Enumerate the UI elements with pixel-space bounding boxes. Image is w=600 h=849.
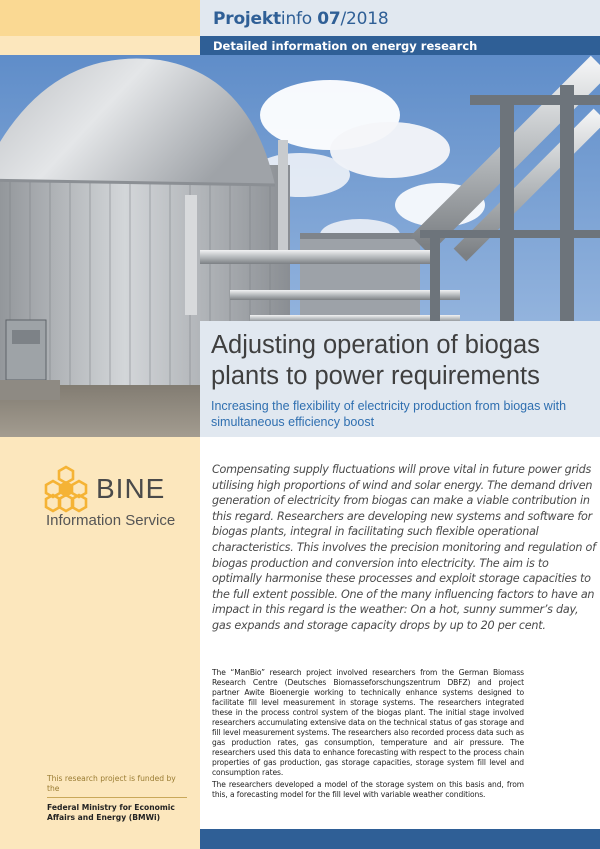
page-subtitle: Increasing the flexibility of electricity production from biogas with simultaneous efficiency boost (211, 399, 567, 429)
subheading-text: Detailed information on energy research (213, 39, 478, 53)
bine-honeycomb-logo-icon (40, 464, 92, 514)
brand-tagline: Information Service (46, 512, 176, 529)
footer-bar (200, 829, 600, 849)
funding-ministry: Federal Ministry for Economic Affairs and Energy (BMWi) (47, 803, 175, 822)
left-header-swatch (0, 0, 200, 36)
series-name-rest: info (280, 9, 318, 29)
funding-divider (47, 797, 187, 798)
body-paragraph-1: The “ManBio” research project involved researchers from the German Biomass Research Centre (Deutsches Biomasseforschungszentrum DBFZ) and project partner Awite Bioenergie working to technically enhance systems designed to facilitate fill level measurement in storage systems. The researchers integrated these in the process control system of the biogas plant. The initial stage involved researchers accumulating extensive data on the technical status of gas storage and fill level measurement systems. The researchers also recorded process data such as gas production rates, gas consumption, temperature and air pressure. The researchers used this data to enhance forecasting with respect to the process chain properties of gas production, gas storage capacities, storage system fill level and consumption rates. (212, 668, 524, 778)
intro-paragraph: Compensating supply fluctuations will prove vital in future power grids utilising high proportions of wind and solar energy. The demand driven generation of electricity from biogas can make a viable contribution in this regard. Researchers are developing new systems and software for biogas plants, integral in facilitating such flexible operational characteristics. This involves the precision monitoring and regulation of biogas production and conversion into electricity. The aim is to optimally harmonise these processes and exploit storage capacities to the full extent possible. One of the many influencing factors to have an impact in this regard is the weather: On a hot, sunny summer’s day, gas expands and storage capacity drops by up to 20 per cent. (212, 463, 596, 632)
document-series-title (213, 9, 388, 29)
brand-name: BINE (96, 473, 166, 504)
page-title: Adjusting operation of biogas plants to power requirements (211, 331, 540, 390)
issue-number: 07 (317, 9, 341, 29)
series-name-bold: Projekt (213, 9, 281, 29)
issue-year: /2018 (340, 9, 389, 29)
body-text (212, 668, 524, 800)
funding-lead-text: This research project is funded by the (47, 774, 176, 793)
body-paragraph-2: The researchers developed a model of the storage system on this basis and, from this, a forecasting model for the fill level with variable weather conditions. (212, 779, 524, 799)
